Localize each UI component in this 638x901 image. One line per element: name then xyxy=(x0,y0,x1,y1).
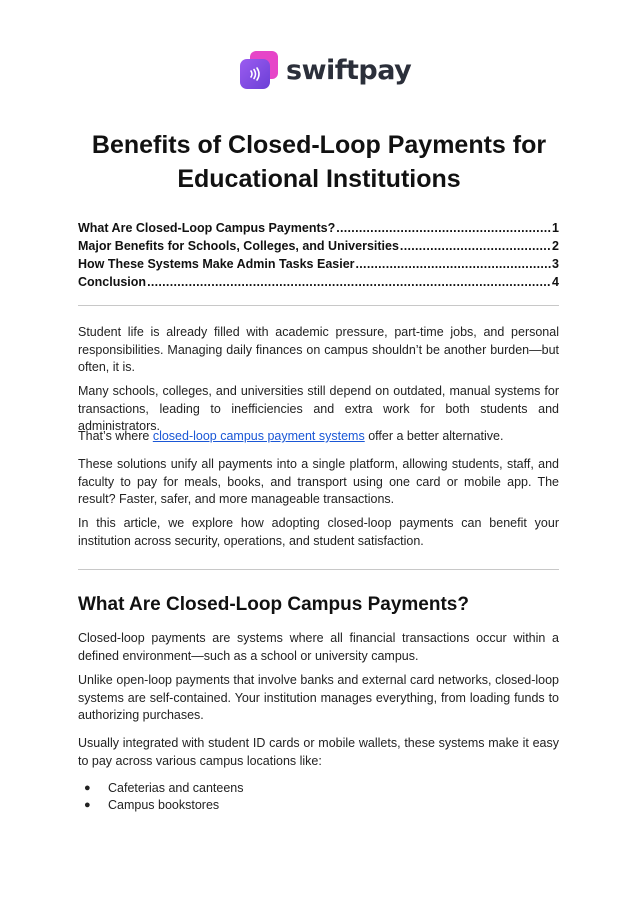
intro-text: That’s where xyxy=(78,429,153,443)
toc-leader xyxy=(147,275,551,289)
toc-item-major-benefits[interactable] xyxy=(78,239,559,257)
contactless-icon xyxy=(247,66,263,82)
section-paragraph-1: Closed-loop payments are systems where all financial transactions occur within a defined environment—such as a school or university campus. xyxy=(78,631,559,663)
brand-name: swiftpay xyxy=(286,54,412,86)
divider xyxy=(78,305,559,306)
section-heading: What Are Closed-Loop Campus Payments? xyxy=(78,594,469,615)
section-paragraph-2: Unlike open-loop payments that involve banks and external card networks, closed-loop systems are self-contained. Your institution manages everything, from loading funds to authorizing purchases. xyxy=(78,673,559,722)
table-of-contents xyxy=(78,221,559,293)
toc-item-label: Conclusion xyxy=(78,275,147,289)
toc-item-admin-tasks[interactable] xyxy=(78,257,559,275)
section-paragraph-3: Usually integrated with student ID cards or mobile wallets, these systems make it easy to pay across various campus locations like: xyxy=(78,736,559,768)
logo-mark xyxy=(240,51,278,89)
list-item xyxy=(84,779,244,796)
toc-leader xyxy=(356,257,552,271)
list-item-label: Cafeterias and canteens xyxy=(108,780,244,795)
toc-item-closed-loop[interactable] xyxy=(78,221,559,239)
page-title: Benefits of Closed-Loop Payments for Educational Institutions xyxy=(91,131,547,193)
intro-paragraph-1: Student life is already filled with academic pressure, part-time jobs, and personal responsibilities. Managing daily finances on campus shouldn’t be another burden—but often, it is. xyxy=(78,325,559,374)
intro-paragraph-2: Many schools, colleges, and universities still depend on outdated, manual systems for transactions, leading to inefficiencies and extra work for both students and administrators. xyxy=(78,384,559,433)
bullet-icon: ● xyxy=(84,781,91,794)
toc-item-conclusion[interactable] xyxy=(78,275,559,293)
list-item-label: Campus bookstores xyxy=(108,797,220,812)
toc-item-label: Major Benefits for Schools, Colleges, and Universities xyxy=(78,239,399,253)
toc-leader xyxy=(400,239,551,253)
toc-item-page: 1 xyxy=(552,221,559,235)
intro-paragraph-5: In this article, we explore how adopting closed-loop payments can benefit your institution across security, operations, and student satisfaction. xyxy=(78,516,559,548)
locations-list xyxy=(84,779,244,813)
toc-item-page: 3 xyxy=(552,257,559,271)
toc-item-page: 2 xyxy=(552,239,559,253)
brand-logo xyxy=(240,50,411,90)
toc-item-label: What Are Closed-Loop Campus Payments? xyxy=(78,221,336,235)
bullet-icon: ● xyxy=(84,798,91,811)
intro-paragraph-3 xyxy=(78,428,559,446)
list-item xyxy=(84,796,244,813)
toc-item-label: How These Systems Make Admin Tasks Easier xyxy=(78,257,355,271)
intro-paragraph-4: These solutions unify all payments into a single platform, allowing students, staff, and faculty to pay for meals, books, and transport using one card or mobile app. The result? Faster, safer, and more manageable transactions. xyxy=(78,457,559,506)
payment-systems-link[interactable]: closed-loop campus payment systems xyxy=(152,429,365,443)
divider xyxy=(78,569,559,570)
toc-item-page: 4 xyxy=(552,275,559,289)
intro-text: offer a better alternative. xyxy=(364,429,504,443)
toc-leader xyxy=(336,221,551,235)
